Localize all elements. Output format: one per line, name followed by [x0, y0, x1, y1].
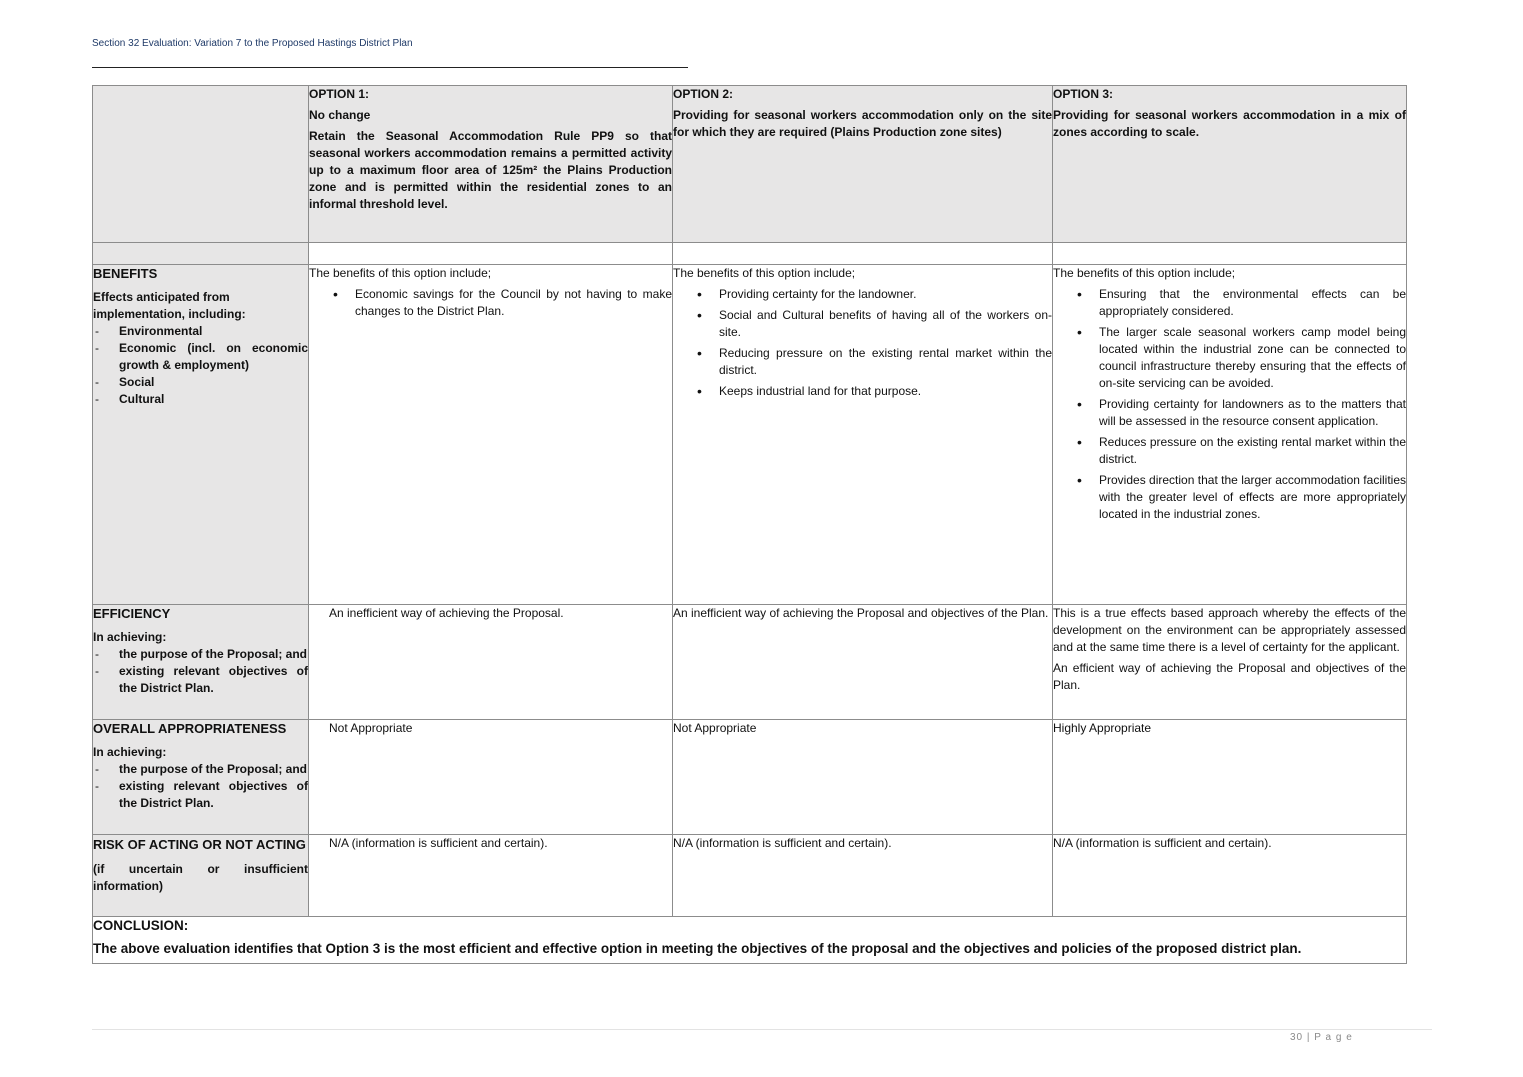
option3-benefits	[1053, 265, 1407, 605]
conclusion-title: CONCLUSION:	[93, 918, 189, 933]
benefits-intro: The benefits of this option include;	[309, 266, 492, 280]
benefits-label-cell	[93, 265, 309, 605]
footer-rule	[92, 1029, 1432, 1030]
option3-efficiency	[1053, 605, 1407, 720]
appropriateness-label-cell	[93, 720, 309, 835]
option1-risk-text: N/A (information is sufficient and certain).	[329, 836, 548, 850]
option2-efficiency-text: An inefficient way of achieving the Proposal and objectives of the Plan.	[673, 606, 1049, 620]
list-item: • Social and Cultural benefits of having all of the workers on-site.	[673, 307, 1052, 341]
option3-efficiency-text-1: This is a true effects based approach whereby the effects of the development on the environment can be appropriately assessed and at the same time there is a level of certainty for the applicant.	[1053, 606, 1406, 654]
option2-name: Providing for seasonal workers accommodation only on the site for which they are required (Plains Production zone sites)	[673, 108, 1052, 139]
option1-appropriateness	[309, 720, 673, 835]
spacer-cell	[309, 243, 673, 265]
option2-appropriateness-text: Not Appropriate	[673, 721, 757, 735]
risk-title: RISK OF ACTING OR NOT ACTING	[93, 837, 306, 852]
list-item: • Ensuring that the environmental effects can be appropriately considered.	[1053, 286, 1406, 320]
option2-number: OPTION 2:	[673, 87, 734, 101]
efficiency-criteria-list	[93, 646, 308, 697]
option1-description: Retain the Seasonal Accommodation Rule PP9 so that seasonal workers accommodation remains a permitted activity up to a maximum floor area of 125m² the Plains Production zone and is permitted within the residential zones to an informal threshold level.	[309, 129, 672, 211]
spacer-cell	[93, 243, 309, 265]
option2-benefits	[673, 265, 1053, 605]
option2-efficiency	[673, 605, 1053, 720]
benefits-row	[93, 265, 1407, 605]
list-item: • Reducing pressure on the existing rental market within the district.	[673, 345, 1052, 379]
appropriateness-subtitle: In achieving:	[93, 745, 167, 759]
option3-risk-text: N/A (information is sufficient and certain).	[1053, 836, 1272, 850]
list-item: - Environmental	[93, 323, 308, 340]
option1-efficiency-text: An inefficient way of achieving the Proposal.	[329, 606, 564, 620]
appropriateness-row	[93, 720, 1407, 835]
evaluation-table	[92, 85, 1407, 964]
spacer-row	[93, 243, 1407, 265]
efficiency-row	[93, 605, 1407, 720]
benefits-subtitle: Effects anticipated from implementation, including:	[93, 290, 246, 321]
list-item: - existing relevant objectives of the District Plan.	[93, 778, 308, 812]
option3-number: OPTION 3:	[1053, 87, 1114, 101]
conclusion-row	[93, 917, 1407, 964]
option1-benefits	[309, 265, 673, 605]
risk-label-cell	[93, 835, 309, 917]
efficiency-label-cell	[93, 605, 309, 720]
list-item: - Cultural	[93, 391, 308, 408]
list-item: - Economic (incl. on economic growth & employment)	[93, 340, 308, 374]
spacer-cell	[673, 243, 1053, 265]
option2-header	[673, 86, 1053, 243]
option1-efficiency	[309, 605, 673, 720]
page-number: 30 | P a g e	[1290, 1032, 1353, 1043]
option3-name: Providing for seasonal workers accommodation in a mix of zones according to scale.	[1053, 108, 1406, 139]
option3-appropriateness	[1053, 720, 1407, 835]
risk-subtitle: (if uncertain or insufficient information)	[93, 862, 308, 893]
list-item: - existing relevant objectives of the District Plan.	[93, 663, 308, 697]
list-item: - the purpose of the Proposal; and	[93, 646, 308, 663]
option2-risk	[673, 835, 1053, 917]
option2-appropriateness	[673, 720, 1053, 835]
appropriateness-title: OVERALL APPROPRIATENESS	[93, 721, 287, 736]
list-item: • Providing certainty for the landowner.	[673, 286, 1052, 303]
conclusion-cell	[93, 917, 1407, 964]
option1-appropriateness-text: Not Appropriate	[329, 721, 413, 735]
list-item: • Providing certainty for landowners as to the matters that will be assessed in the resource consent application.	[1053, 396, 1406, 430]
list-item: • The larger scale seasonal workers camp model being located within the industrial zone can be connected to council infrastructure thereby ensuring that the effects of on-site servicing can be avoided.	[1053, 324, 1406, 392]
page-header-title: Section 32 Evaluation: Variation 7 to the Proposed Hastings District Plan	[92, 38, 413, 49]
list-item: - Social	[93, 374, 308, 391]
header-blank-cell	[93, 86, 309, 243]
options-header-row	[93, 86, 1407, 243]
conclusion-text: The above evaluation identifies that Option 3 is the most efficient and effective option in meeting the objectives of the proposal and the objectives and policies of the proposed district plan.	[93, 941, 1302, 956]
list-item: • Reduces pressure on the existing rental market within the district.	[1053, 434, 1406, 468]
list-item: • Keeps industrial land for that purpose.	[673, 383, 1052, 400]
option3-efficiency-text-2: An efficient way of achieving the Proposal and objectives of the Plan.	[1053, 661, 1406, 692]
option3-risk	[1053, 835, 1407, 917]
appropriateness-criteria-list	[93, 761, 308, 812]
list-item: • Economic savings for the Council by not having to make changes to the District Plan.	[309, 286, 672, 320]
list-item: - the purpose of the Proposal; and	[93, 761, 308, 778]
efficiency-title: EFFICIENCY	[93, 606, 171, 621]
benefits-intro: The benefits of this option include;	[1053, 266, 1236, 280]
benefits-criteria-list	[93, 323, 308, 408]
list-item: • Provides direction that the larger accommodation facilities with the greater level of effects are more appropriately located in the industrial zones.	[1053, 472, 1406, 523]
benefits-intro: The benefits of this option include;	[673, 266, 856, 280]
efficiency-subtitle: In achieving:	[93, 630, 167, 644]
option3-header	[1053, 86, 1407, 243]
option1-benefits-list	[309, 286, 672, 320]
option1-risk	[309, 835, 673, 917]
option1-number: OPTION 1:	[309, 87, 370, 101]
spacer-cell	[1053, 243, 1407, 265]
option1-name: No change	[309, 108, 371, 122]
benefits-title: BENEFITS	[93, 266, 158, 281]
option1-header	[309, 86, 673, 243]
option3-appropriateness-text: Highly Appropriate	[1053, 721, 1152, 735]
header-rule	[92, 67, 688, 68]
option2-benefits-list	[673, 286, 1052, 400]
option3-benefits-list	[1053, 286, 1406, 523]
option2-risk-text: N/A (information is sufficient and certain).	[673, 836, 892, 850]
risk-row	[93, 835, 1407, 917]
